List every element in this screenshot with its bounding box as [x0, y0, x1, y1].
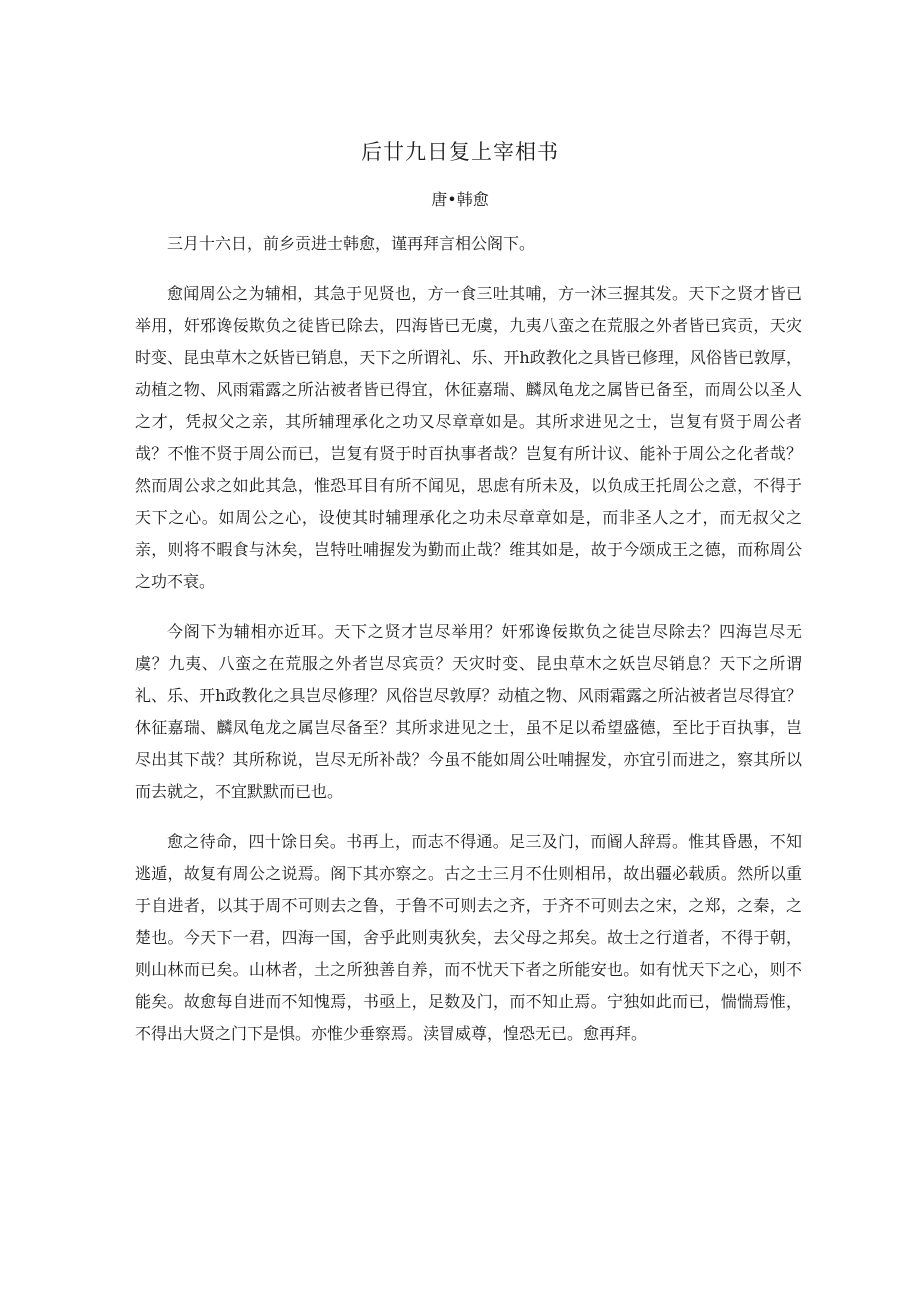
paragraph-3: 愈之待命，四十馀日矣。书再上，而志不得通。足三及门，而阍人辞焉。惟其昏愚，不知逃遁，故复有周公之说焉。阁下其亦察之。古之士三月不仕则相吊，故出疆必载质。然所以重于自进者，以其于周不可则去之鲁，于鲁不可则去之齐，于齐不可则去之宋，之郑，之秦，之楚也。今天下一君，四海一国，舍乎此则夷狄矣，去父母之邦矣。故士之行道者，不得于朝，则山林而已矣。山林者，土之所独善自养，而不忧天下者之所能安也。如有忧天下之心，则不能矣。故愈每自进而不知愧焉，书亟上，足数及门，而不知止焉。宁独如此而已，惴惴焉惟，不得出大贤之门下是惧。亦惟少垂察焉。渎冒威尊，惶恐无已。愈再拜。: [135, 832, 802, 1043]
paragraph-1: 愈闻周公之为辅相，其急于见贤也，方一食三吐其哺，方一沐三握其发。天下之贤才皆已举用，奸邪谗佞欺负之徒皆已除去，四海皆已无虞，九夷八蛮之在荒服之外者皆已宾贡，天灾时变、昆虫草木之妖皆已销息，天下之所谓礼、乐、开h政教化之具皆已修理，风俗皆已敦厚，动植之物、风雨霜露之所沾被者皆已得宜，休征嘉瑞、麟凤龟龙之属皆已备至，而周公以圣人之才，凭叔父之亲，其所辅理承化之功又尽章章如是。其所求进见之士，岂复有贤于周公者哉？不惟不贤于周公而已，岂复有贤于时百执事者哉？岂复有所计议、能补于周公之化者哉？然而周公求之如此其急，惟恐耳目有所不闻见，思虑有所未及，以负成王托周公之意，不得于天下之心。如周公之心，设使其时辅理承化之功未尽章章如是，而非圣人之才，而无叔父之亲，则将不暇食与沐矣，岂特吐哺握发为勤而止哉？维其如是，故于今颂成王之德，而称周公之功不衰。: [135, 284, 802, 591]
document-author: 唐•韩愈: [431, 190, 489, 209]
document-body: [135, 228, 802, 1068]
document-title: 后廿九日复上宰相书: [361, 140, 559, 164]
paragraph-2: 今阁下为辅相亦近耳。天下之贤才岂尽举用？奸邪谗佞欺负之徒岂尽除去？四海岂尽无虞？九夷、八蛮之在荒服之外者岂尽宾贡？天灾时变、昆虫草木之妖岂尽销息？天下之所谓礼、乐、开h政教化之具岂尽修理？风俗岂尽敦厚？动植之物、风雨霜露之所沾被者岂尽得宜？休征嘉瑞、麟凤龟龙之属岂尽备至？其所求进见之士，虽不足以希望盛德，至比于百执事，岂尽出其下哉？其所称说，岂尽无所补哉？今虽不能如周公吐哺握发，亦宜引而进之，察其所以而去就之，不宜默默而已也。: [135, 622, 802, 801]
paragraph-salutation: 三月十六日，前乡贡进士韩愈，谨再拜言相公阁下。: [167, 234, 536, 253]
